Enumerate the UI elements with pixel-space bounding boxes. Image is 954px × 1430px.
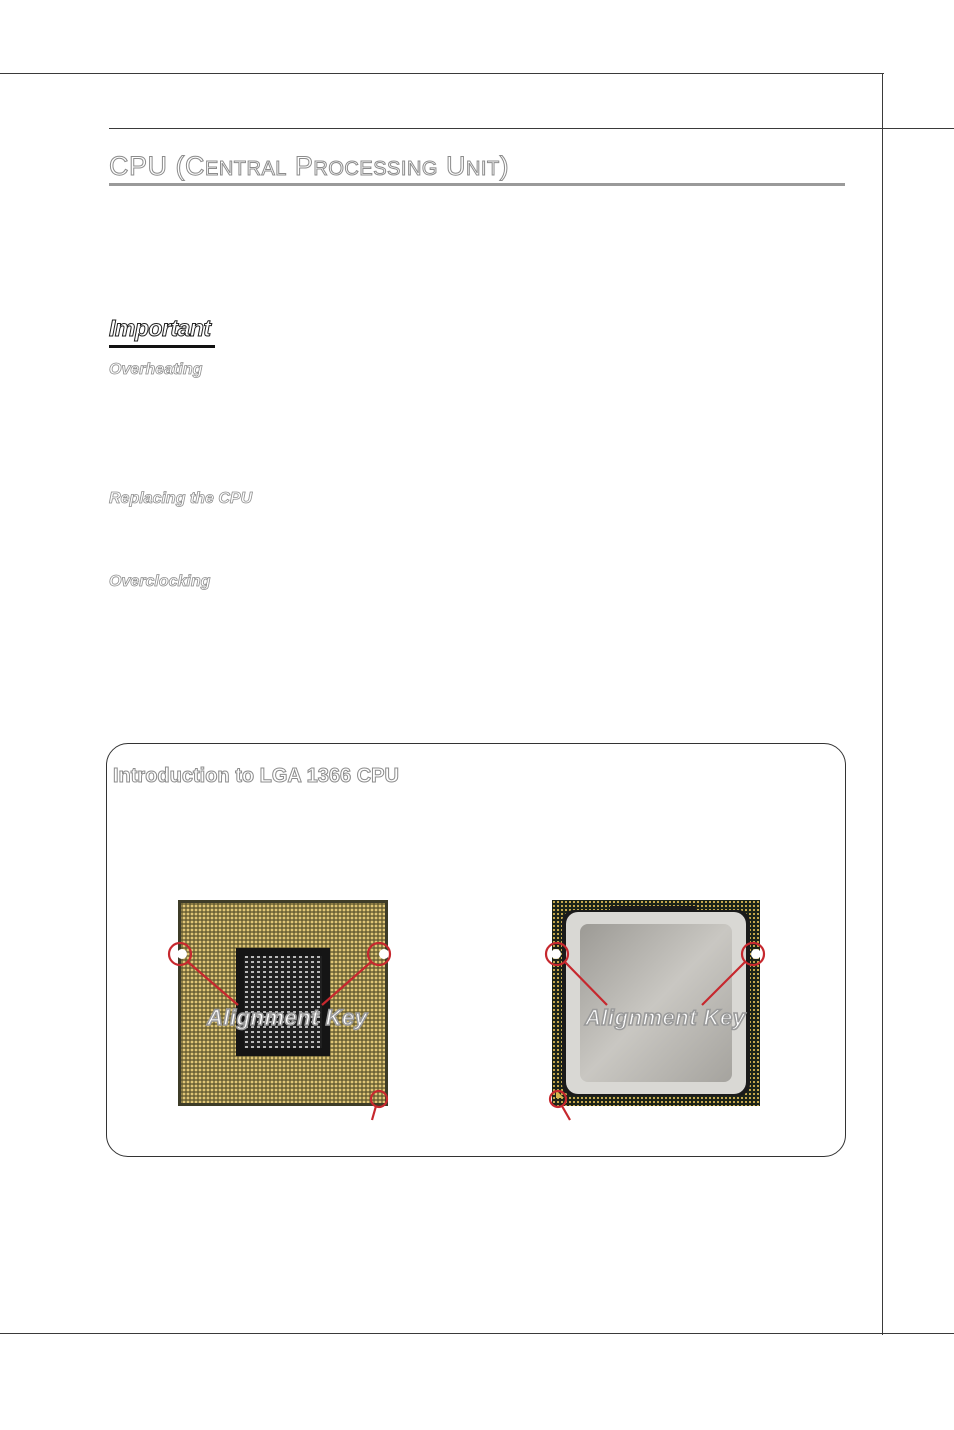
- intro-title: Introduction to LGA 1366 CPU: [113, 765, 399, 787]
- header-rule: [109, 128, 954, 129]
- bottom-rule: [0, 1333, 954, 1334]
- right-margin-rule: [882, 73, 883, 1335]
- important-heading-underline: [109, 345, 215, 348]
- cpu-heat-spreader-side-image: [552, 900, 760, 1106]
- cpu-pin-side-image: [178, 900, 388, 1106]
- section-title: CPU (CENTRAL PROCESSING UNIT): [109, 151, 510, 181]
- section-title-underline: [109, 183, 845, 186]
- topic-replacing-cpu: Replacing the CPU: [109, 490, 253, 507]
- alignment-key-label-ihs-side: Alignment Key: [585, 1005, 746, 1030]
- topic-overheating: Overheating: [109, 361, 203, 378]
- topic-overclocking: Overclocking: [109, 573, 211, 590]
- top-rule: [0, 73, 884, 74]
- important-heading: Important: [109, 315, 211, 341]
- alignment-key-label-pin-side: Alignment Key: [207, 1005, 368, 1030]
